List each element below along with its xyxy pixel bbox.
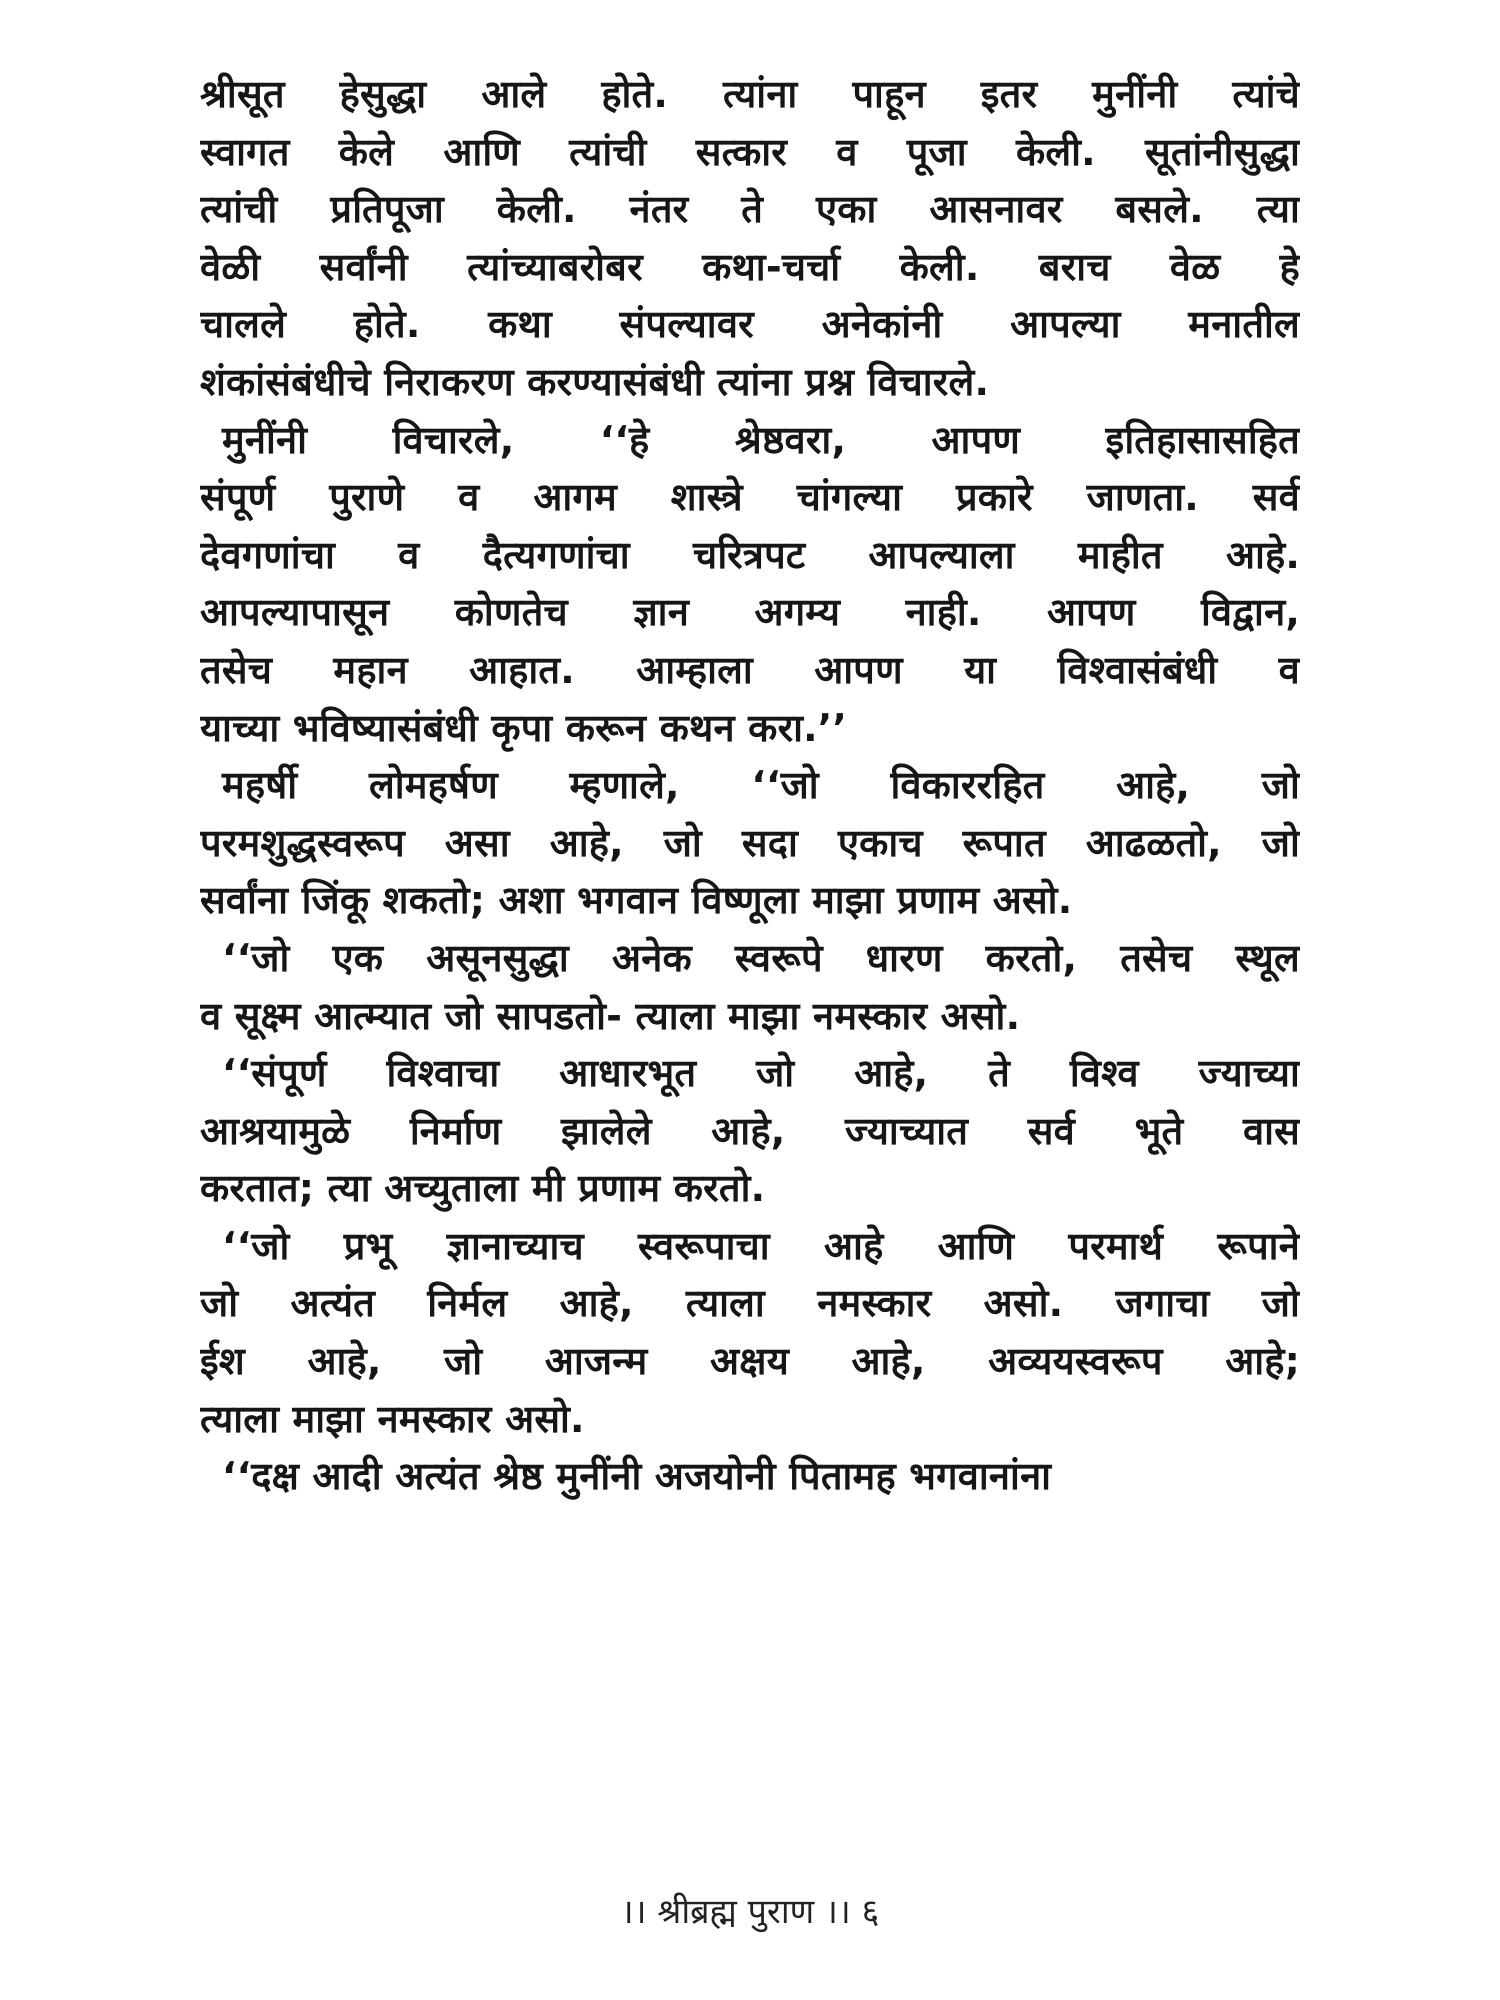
text-line: आपल्यापासून कोणतेच ज्ञान अगम्य नाही. आपण विद्वान, [200,590,1300,635]
text-line: याच्या भविष्यासंबंधी कृपा करून कथन करा.’’ [200,705,848,750]
text-line: मुनींनी विचारले, ‘‘हे श्रेष्ठवरा, आपण इतिहासासहित [222,417,1300,462]
text-line: करतात; त्या अच्युताला मी प्रणाम करतो. [200,1166,766,1211]
text-line: सर्वांना जिंकू शकतो; अशा भगवान विष्णूला माझा प्रणाम असो. [200,878,1073,923]
page-footer: ।। श्रीब्रह्म पुराण ।। ६ [620,1892,880,1932]
text-line: स्वागत केले आणि त्यांची सत्कार व पूजा केली. सूतांनीसुद्धा [200,129,1300,174]
text-line: शंकांसंबंधीचे निराकरण करण्यासंबंधी त्यांना प्रश्न विचारले. [200,359,990,404]
text-line: परमशुद्धस्वरूप असा आहे, जो सदा एकाच रूपात आढळतो, जो [200,820,1300,865]
body-text [200,66,1300,1506]
text-line: ‘‘जो एक असूनसुद्धा अनेक स्वरूपे धारण करतो, तसेच स्थूल [222,935,1300,980]
text-line: व सूक्ष्म आत्म्यात जो सापडतो- त्याला माझा नमस्कार असो. [200,993,1021,1038]
text-line: जो अत्यंत निर्मल आहे, त्याला नमस्कार असो. जगाचा जो [200,1281,1300,1326]
text-line: तसेच महान आहात. आम्हाला आपण या विश्वासंबंधी व [200,647,1300,692]
text-line: देवगणांचा व दैत्यगणांचा चरित्रपट आपल्याला माहीत आहे. [200,532,1300,577]
text-line: ‘‘संपूर्ण विश्वाचा आधारभूत जो आहे, ते विश्व ज्याच्या [222,1051,1300,1096]
text-line: त्याला माझा नमस्कार असो. [200,1396,585,1441]
text-line: आश्रयामुळे निर्माण झालेले आहे, ज्याच्यात सर्व भूते वास [200,1108,1300,1153]
text-line: ‘‘जो प्रभू ज्ञानाच्याच स्वरूपाचा आहे आणि परमार्थ रूपाने [222,1223,1300,1268]
text-line: महर्षी लोमहर्षण म्हणाले, ‘‘जो विकाररहित आहे, जो [222,763,1300,808]
text-line: ‘‘दक्ष आदी अत्यंत श्रेष्ठ मुनींनी अजयोनी पितामह भगवानांना [222,1454,1052,1499]
text-line: संपूर्ण पुराणे व आगम शास्त्रे चांगल्या प्रकारे जाणता. सर्व [200,475,1300,520]
text-line: वेळी सर्वांनी त्यांच्याबरोबर कथा-चर्चा केली. बराच वेळ हे [200,244,1300,289]
text-line: श्रीसूत हेसुद्धा आले होते. त्यांना पाहून इतर मुनींनी त्यांचे [200,72,1300,116]
text-line: त्यांची प्रतिपूजा केली. नंतर ते एका आसनावर बसले. त्या [200,187,1300,232]
text-line: ईश आहे, जो आजन्म अक्षय आहे, अव्ययस्वरूप आहे; [200,1339,1300,1384]
text-line: चालले होते. कथा संपल्यावर अनेकांनी आपल्या मनातील [200,302,1300,347]
